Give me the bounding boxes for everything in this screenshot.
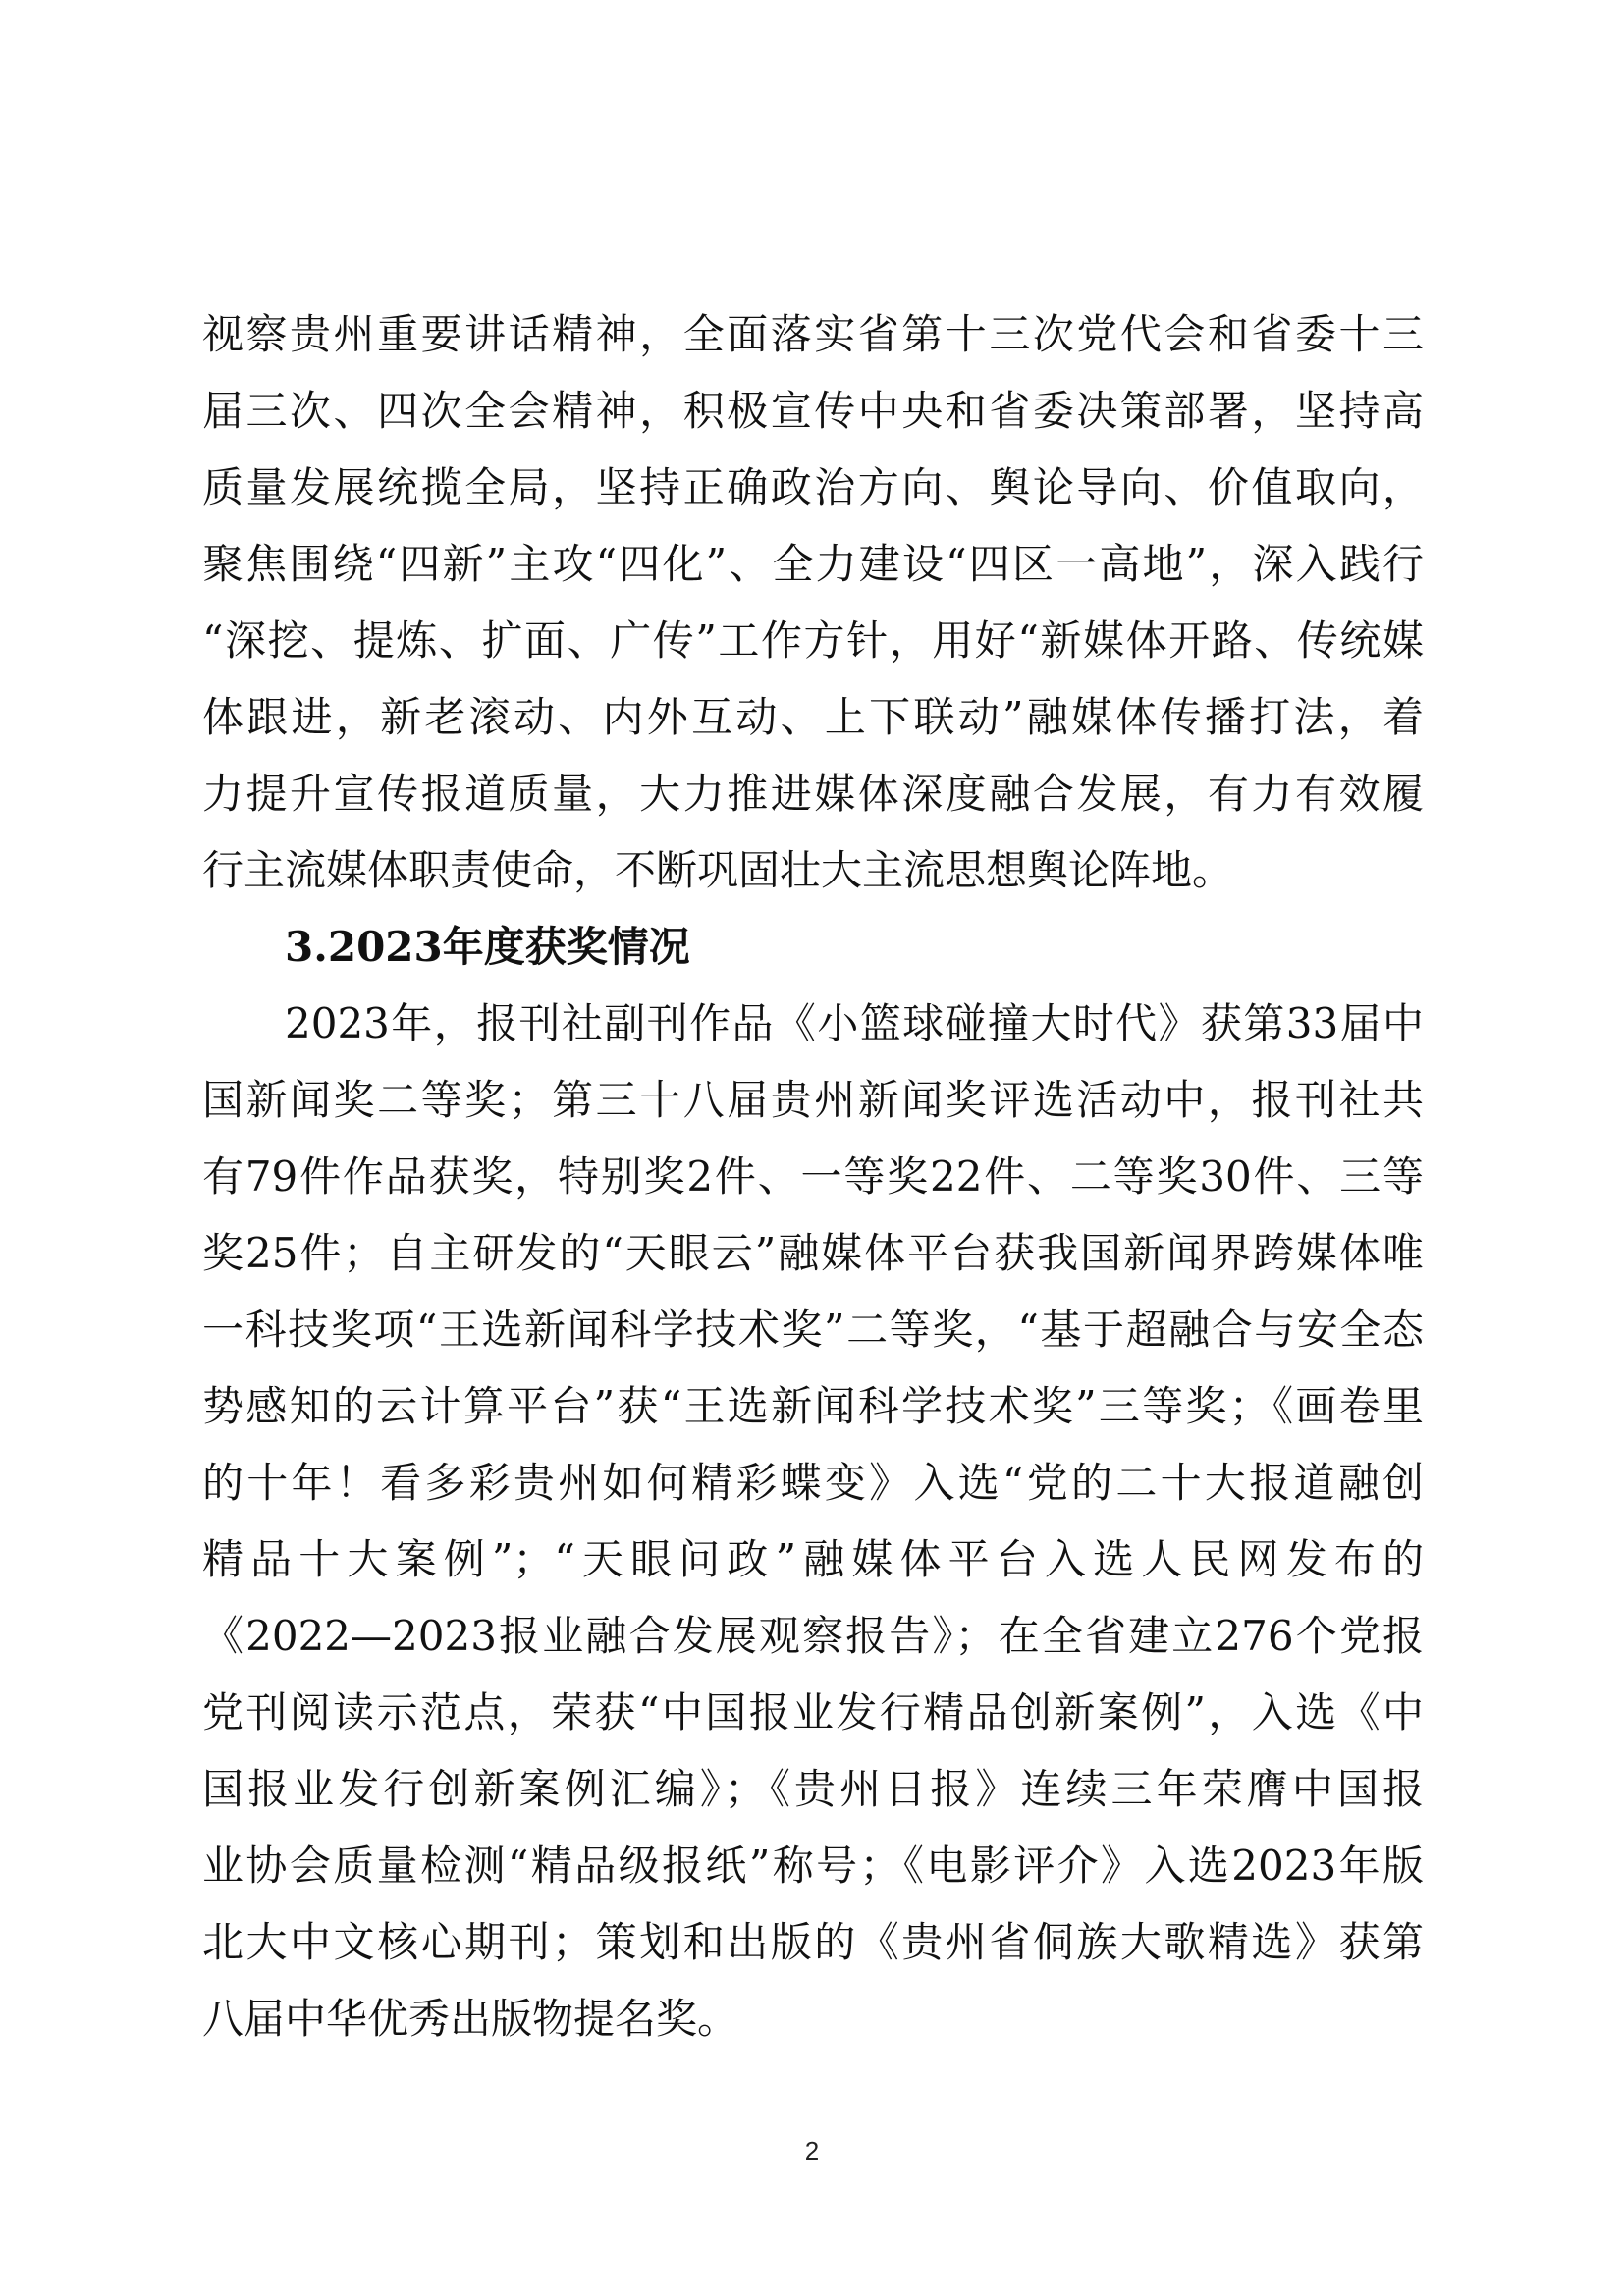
paragraph-line: “深挖、提炼、扩面、广传”工作方针，用好“新媒体开路、传统媒	[202, 616, 1424, 665]
paragraph-line: 力提升宣传报道质量，大力推进媒体深度融合发展，有力有效履	[202, 770, 1424, 818]
paragraph-line: 体跟进，新老滚动、内外互动、上下联动”融媒体传播打法，着	[202, 693, 1424, 741]
paragraph-1	[202, 296, 1424, 909]
section-heading: 3.2023年度获奖情况	[285, 923, 690, 971]
paragraph-2	[202, 986, 1424, 2057]
paragraph-line: 国报业发行创新案例汇编》；《贵州日报》连续三年荣膺中国报	[202, 1765, 1424, 1813]
paragraph-line: 届三次、四次全会精神，积极宣传中央和省委决策部署，坚持高	[202, 387, 1424, 435]
paragraph-line: 《2022—2023报业融合发展观察报告》；在全省建立276个党报	[202, 1612, 1424, 1660]
page-number: 2	[804, 2136, 820, 2165]
paragraph-line: 聚焦围绕“四新”主攻“四化”、全力建设“四区一高地”，深入践行	[202, 540, 1424, 588]
paragraph-line: 行主流媒体职责使命，不断巩固壮大主流思想舆论阵地。	[202, 846, 1234, 894]
paragraph-line: 有79件作品获奖，特别奖2件、一等奖22件、二等奖30件、三等	[202, 1152, 1424, 1201]
paragraph-line: 党刊阅读示范点，荣获“中国报业发行精品创新案例”，入选《中	[202, 1688, 1424, 1736]
paragraph-line: 八届中华优秀出版物提名奖。	[202, 1995, 739, 2043]
paragraph-line: 国新闻奖二等奖；第三十八届贵州新闻奖评选活动中，报刊社共	[202, 1076, 1424, 1124]
paragraph-line: 业协会质量检测“精品级报纸”称号；《电影评介》入选2023年版	[202, 1842, 1424, 1890]
paragraph-line: 质量发展统揽全局，坚持正确政治方向、舆论导向、价值取向，	[202, 463, 1424, 511]
paragraph-line: 的十年！看多彩贵州如何精彩蝶变》入选“党的二十大报道融创	[202, 1459, 1424, 1507]
paragraph-line: 奖25件；自主研发的“天眼云”融媒体平台获我国新闻界跨媒体唯	[202, 1229, 1424, 1277]
paragraph-line: 北大中文核心期刊；策划和出版的《贵州省侗族大歌精选》获第	[202, 1918, 1424, 1966]
paragraph-line: 2023年，报刊社副刊作品《小篮球碰撞大时代》获第33届中	[285, 999, 1424, 1047]
document-body	[202, 296, 1424, 2057]
paragraph-line: 精品十大案例”；“天眼问政”融媒体平台入选人民网发布的	[202, 1535, 1424, 1583]
paragraph-line: 视察贵州重要讲话精神，全面落实省第十三次党代会和省委十三	[202, 310, 1424, 358]
paragraph-line: 一科技奖项“王选新闻科学技术奖”二等奖，“基于超融合与安全态	[202, 1306, 1424, 1354]
paragraph-line: 势感知的云计算平台”获“王选新闻科学技术奖”三等奖；《画卷里	[202, 1382, 1424, 1430]
